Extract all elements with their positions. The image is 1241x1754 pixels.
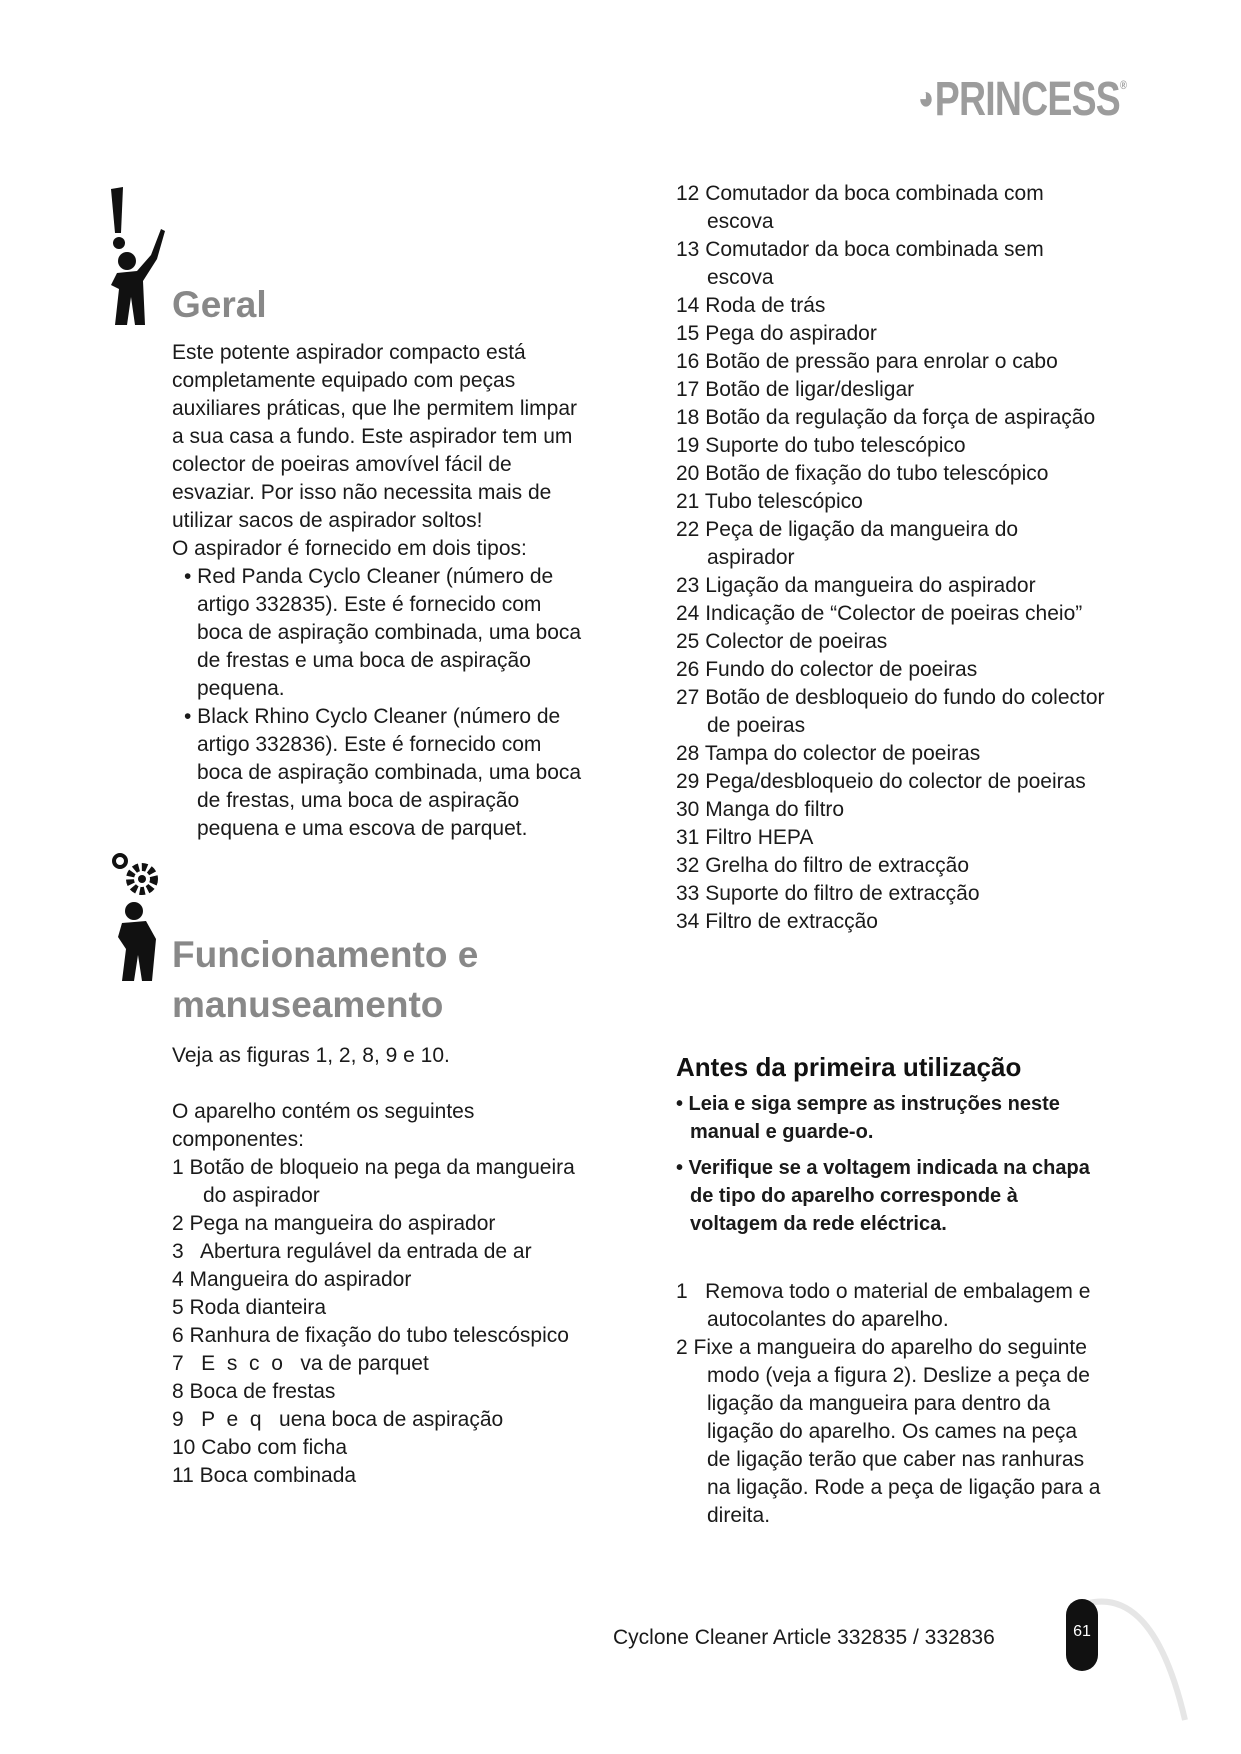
attention-person-icon: [105, 185, 167, 332]
list-item: 27 Botão de desbloqueio do fundo do colector de poeiras: [676, 686, 1105, 737]
list-item: 26 Fundo do colector de poeiras: [676, 658, 978, 681]
brand-emblem-icon: ◕: [918, 79, 934, 117]
list-item: 13 Comutador da boca combinada sem escova: [676, 238, 1044, 289]
antes-steps: [676, 1278, 1106, 1530]
list-item: 33 Suporte do filtro de extracção: [676, 882, 980, 905]
geral-types-intro: O aspirador é fornecido em dois tipos:: [172, 537, 527, 560]
list-item: 1 Botão de bloqueio na pega da mangueira do aspirador: [172, 1156, 575, 1207]
list-item: 2 Pega na mangueira do aspirador: [172, 1212, 496, 1235]
section-title-funcionamento: Funcionamento e manuseamento: [172, 934, 479, 1025]
list-item: 29 Pega/desbloqueio do colector de poeiras: [676, 770, 1086, 793]
list-item: 9 P e q uena boca de aspiração: [172, 1408, 504, 1431]
list-item: 22 Peça de ligação da mangueira do aspirador: [676, 518, 1019, 569]
geral-body: [172, 339, 592, 843]
components-intro: O aparelho contém os seguintes componentes:: [172, 1100, 475, 1151]
list-item: 34 Filtro de extracção: [676, 910, 878, 933]
see-figures: Veja as figuras 1, 2, 8, 9 e 10.: [172, 1044, 450, 1067]
section-title-antes: Antes da primeira utilização: [676, 1052, 1022, 1082]
list-item: 3 Abertura regulável da entrada de ar: [172, 1240, 532, 1263]
gear-person-icon: [112, 853, 174, 988]
list-item: 21 Tubo telescópico: [676, 490, 863, 513]
geral-intro: Este potente aspirador compacto está completamente equipado com peças auxiliares práticas, que lhe permitem limpar a sua casa a fundo. Este aspirador tem um colector de poeiras amovível fácil de esvaziar. Por isso não necessita mais de utilizar sacos de aspirador soltos!: [172, 341, 577, 532]
list-item: • Red Panda Cyclo Cleaner (número de artigo 332835). Este é fornecido com boca de aspiração combinada, uma boca de frestas e uma boca de aspiração pequena.: [184, 565, 582, 700]
list-item: 31 Filtro HEPA: [676, 826, 814, 849]
list-item: 28 Tampa do colector de poeiras: [676, 742, 981, 765]
list-item: 30 Manga do filtro: [676, 798, 845, 821]
warning-item: • Leia e siga sempre as instruções neste manual e guarde-o.: [676, 1093, 1060, 1143]
list-item: 24 Indicação de “Colector de poeiras cheio”: [676, 602, 1083, 625]
list-item: 14 Roda de trás: [676, 294, 826, 317]
components-list-right: [676, 180, 1106, 936]
list-item: 7 E s c o va de parquet: [172, 1352, 429, 1375]
list-item: 12 Comutador da boca combinada com escova: [676, 182, 1044, 233]
list-item: • Black Rhino Cyclo Cleaner (número de artigo 332836). Este é fornecido com boca de aspiração combinada, uma boca de frestas, uma boca de aspiração pequena e uma escova de parquet.: [184, 705, 582, 840]
list-item: 5 Roda dianteira: [172, 1296, 327, 1319]
list-item: 11 Boca combinada: [172, 1464, 357, 1487]
list-item: 10 Cabo com ficha: [172, 1436, 348, 1459]
list-item: 19 Suporte do tubo telescópico: [676, 434, 966, 457]
page-number: 61: [1066, 1599, 1098, 1671]
antes-warnings: [676, 1090, 1106, 1246]
list-item: 15 Pega do aspirador: [676, 322, 877, 345]
brand-logo: ◕PRINCESS®: [918, 73, 1127, 126]
list-item: 16 Botão de pressão para enrolar o cabo: [676, 350, 1058, 373]
list-item: 6 Ranhura de fixação do tubo telescóspico: [172, 1324, 569, 1347]
list-item: 17 Botão de ligar/desligar: [676, 378, 915, 401]
list-item: 20 Botão de fixação do tubo telescópico: [676, 462, 1049, 485]
list-item: 25 Colector de poeiras: [676, 630, 888, 653]
section-title-geral: Geral: [172, 284, 267, 325]
list-item: 4 Mangueira do aspirador: [172, 1268, 412, 1291]
list-item: 2 Fixe a mangueira do aparelho do seguinte modo (veja a figura 2). Deslize a peça de ligação da mangueira para dentro da ligação do aparelho. Os cames na peça de ligação terão que caber nas ranhuras na ligação. Rode a peça de ligação para a direita.: [676, 1336, 1101, 1527]
warning-item: • Verifique se a voltagem indicada na chapa de tipo do aparelho corresponde à voltagem da rede eléctrica.: [676, 1157, 1090, 1235]
list-item: 18 Botão da regulação da força de aspiração: [676, 406, 1096, 429]
list-item: 23 Ligação da mangueira do aspirador: [676, 574, 1036, 597]
list-item: 8 Boca de frestas: [172, 1380, 336, 1403]
footer-text: Cyclone Cleaner Article 332835 / 332836: [613, 1626, 995, 1649]
list-item: 32 Grelha do filtro de extracção: [676, 854, 969, 877]
list-item: 1 Remova todo o material de embalagem e autocolantes do aparelho.: [676, 1280, 1097, 1331]
funcionamento-body: [172, 1042, 592, 1490]
